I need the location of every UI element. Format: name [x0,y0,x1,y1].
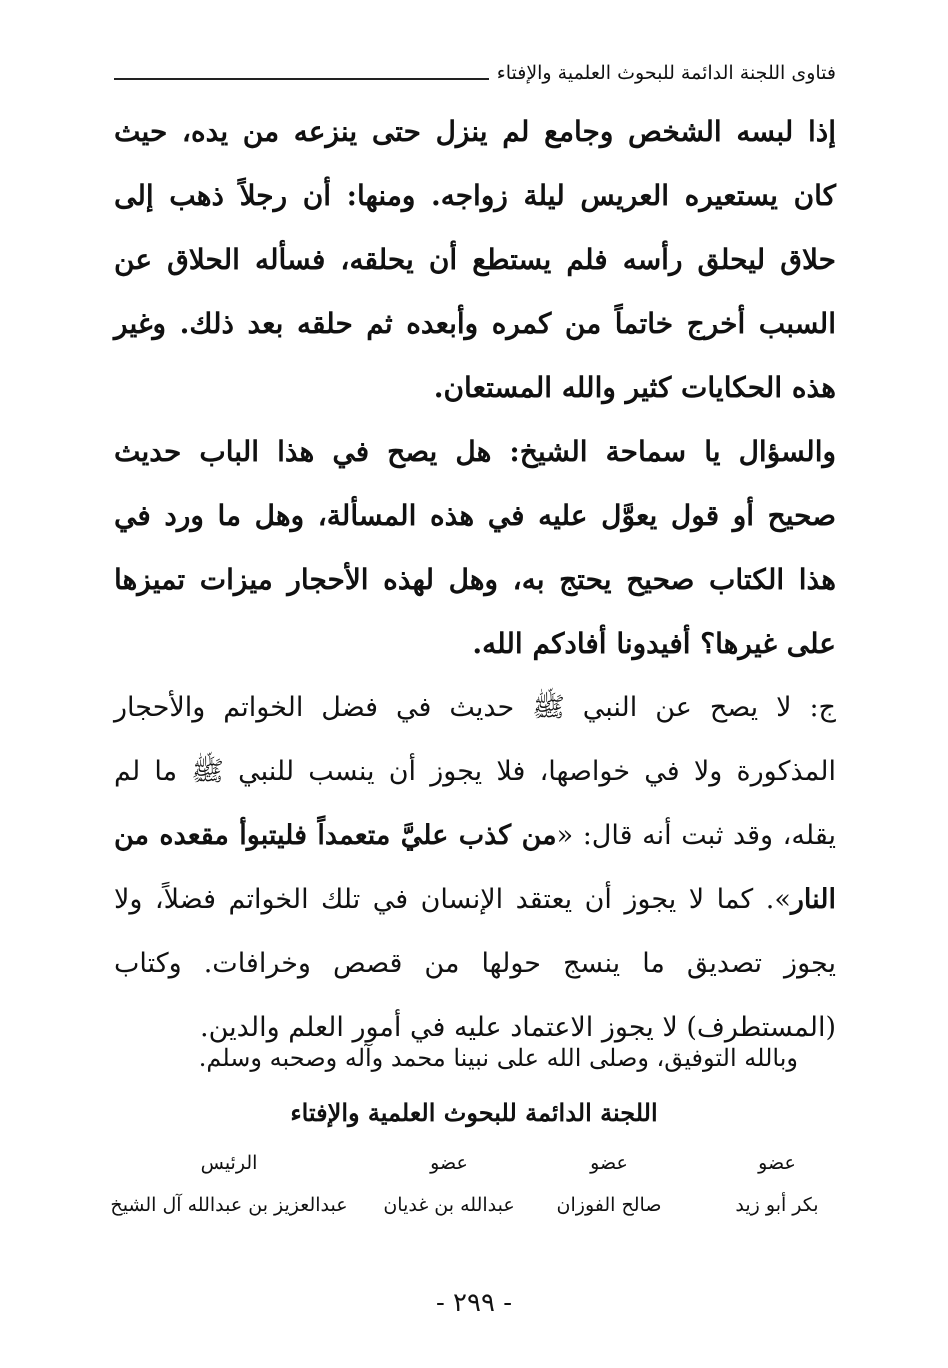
running-header [114,52,836,86]
signatory-role: عضو [758,1152,796,1174]
signatory-role: عضو [430,1152,468,1174]
header-title: فتاوى اللجنة الدائمة للبحوث العلمية والإفتاء [496,62,836,84]
header-rule [114,78,489,80]
signatory-name: صالح الفوزان [556,1194,662,1216]
hadith-quote: من كذب عليَّ متعمداً فليتبوأ مقعده من النار [114,820,836,915]
answer-text-2: ». كما لا يجوز أن يعتقد الإنسان في تلك الخواتم فضلاً، ولا يجوز تصديق ما ينسج حولها من قصص وخرافات. وكتاب (المستطرف) لا يجوز الاعتماد عليه في أمور العلم والدين. [114,884,836,1043]
answer-text-1: ج: لا يصح عن النبي ﷺ حديث في فضل الخواتم والأحجار المذكورة ولا في خواصها، فلا يجوز أن ينسب للنبي ﷺ ما لم يقله، وقد ثبت أنه قال: « [114,692,836,851]
question-paragraph-1: إذا لبسه الشخص وجامع لم ينزل حتى ينزعه من يده، حيث كان يستعيره العريس ليلة زواجه. ومنها: أن رجلاً ذهب إلى حلاق ليحلق رأسه فلم يستطع أن يحلقه، فسأله الحلاق عن السبب أخرج خاتماً من كمره وأبعده ثم حلقه بعد ذلك. وغير هذه الحكايات كثير والله المستعان. [114,115,836,404]
answer-paragraph [114,676,836,1060]
signatory-role: الرئيس [200,1152,258,1174]
question-paragraph-2: والسؤال يا سماحة الشيخ: هل يصح في هذا الباب حديث صحيح أو قول يعوَّل عليه في هذه المسألة، وهل ما ورد في هذا الكتاب صحيح يحتج به، وهل لهذه الأحجار ميزات تميزها على غيرها؟ أفيدونا أفادكم الله. [114,435,836,660]
closing-line: وبالله التوفيق، وصلى الله على نبينا محمد وآله وصحبه وسلم. [198,1044,798,1072]
signatory-name: عبدالله بن غديان [383,1194,515,1216]
signatory-role: عضو [590,1152,628,1174]
signatory-name: عبدالعزيز بن عبدالله آل الشيخ [110,1194,348,1216]
signatory-name: بكر أبو زيد [735,1194,819,1216]
page-number: - ٢٩٩ - [435,1288,513,1318]
committee-title: اللجنة الدائمة للبحوث العلمية والإفتاء [290,1098,658,1127]
